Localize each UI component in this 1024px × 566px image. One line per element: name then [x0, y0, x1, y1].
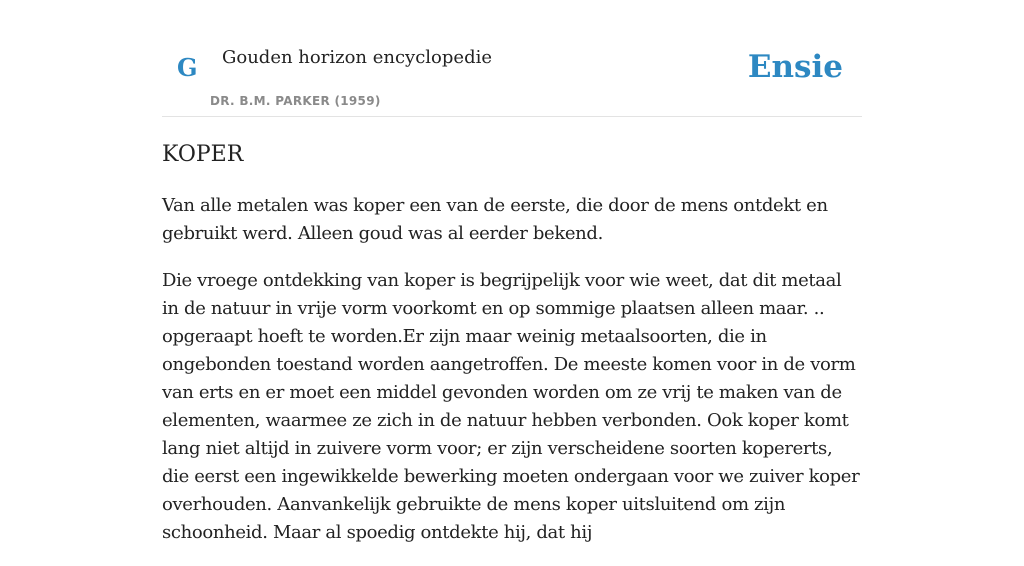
- book-author: DR. B.M. PARKER (1959): [210, 94, 381, 108]
- source-header: [162, 0, 862, 117]
- article-paragraph: Die vroege ontdekking van koper is begrijpelijk voor wie weet, dat dit metaal in de natuur in vrije vorm voorkomt en op sommige plaatsen alleen maar. .. opgeraapt hoeft te worden.Er zijn maar weinig metaalsoorten, die in ongebonden toestand worden aangetroffen. De meeste komen voor in de vorm van erts en er moet een middel gevonden worden om ze vrij te maken van de elementen, waarmee ze zich in de natuur hebben verbonden. Ook koper komt lang niet altijd in zuivere vorm voor; er zijn verscheidene soorten kopererts, die eerst een ingewikkelde bewerking moeten ondergaan voor we zuiver koper overhouden. Aanvankelijk gebruikte de mens koper uitsluitend om zijn schoonheid. Maar al spoedig ontdekte hij, dat hij: [162, 270, 860, 543]
- book-title-link[interactable]: Gouden horizon encyclopedie: [222, 47, 492, 68]
- article: [162, 140, 862, 566]
- book-logo-icon[interactable]: G: [177, 53, 198, 82]
- article-headword: KOPER: [162, 142, 244, 167]
- article-paragraph: Van alle metalen was koper een van de eerste, die door de mens ontdekt en gebruikt werd. Alleen goud was al eerder bekend.: [162, 195, 828, 244]
- ensie-logo-link[interactable]: Ensie: [747, 49, 843, 85]
